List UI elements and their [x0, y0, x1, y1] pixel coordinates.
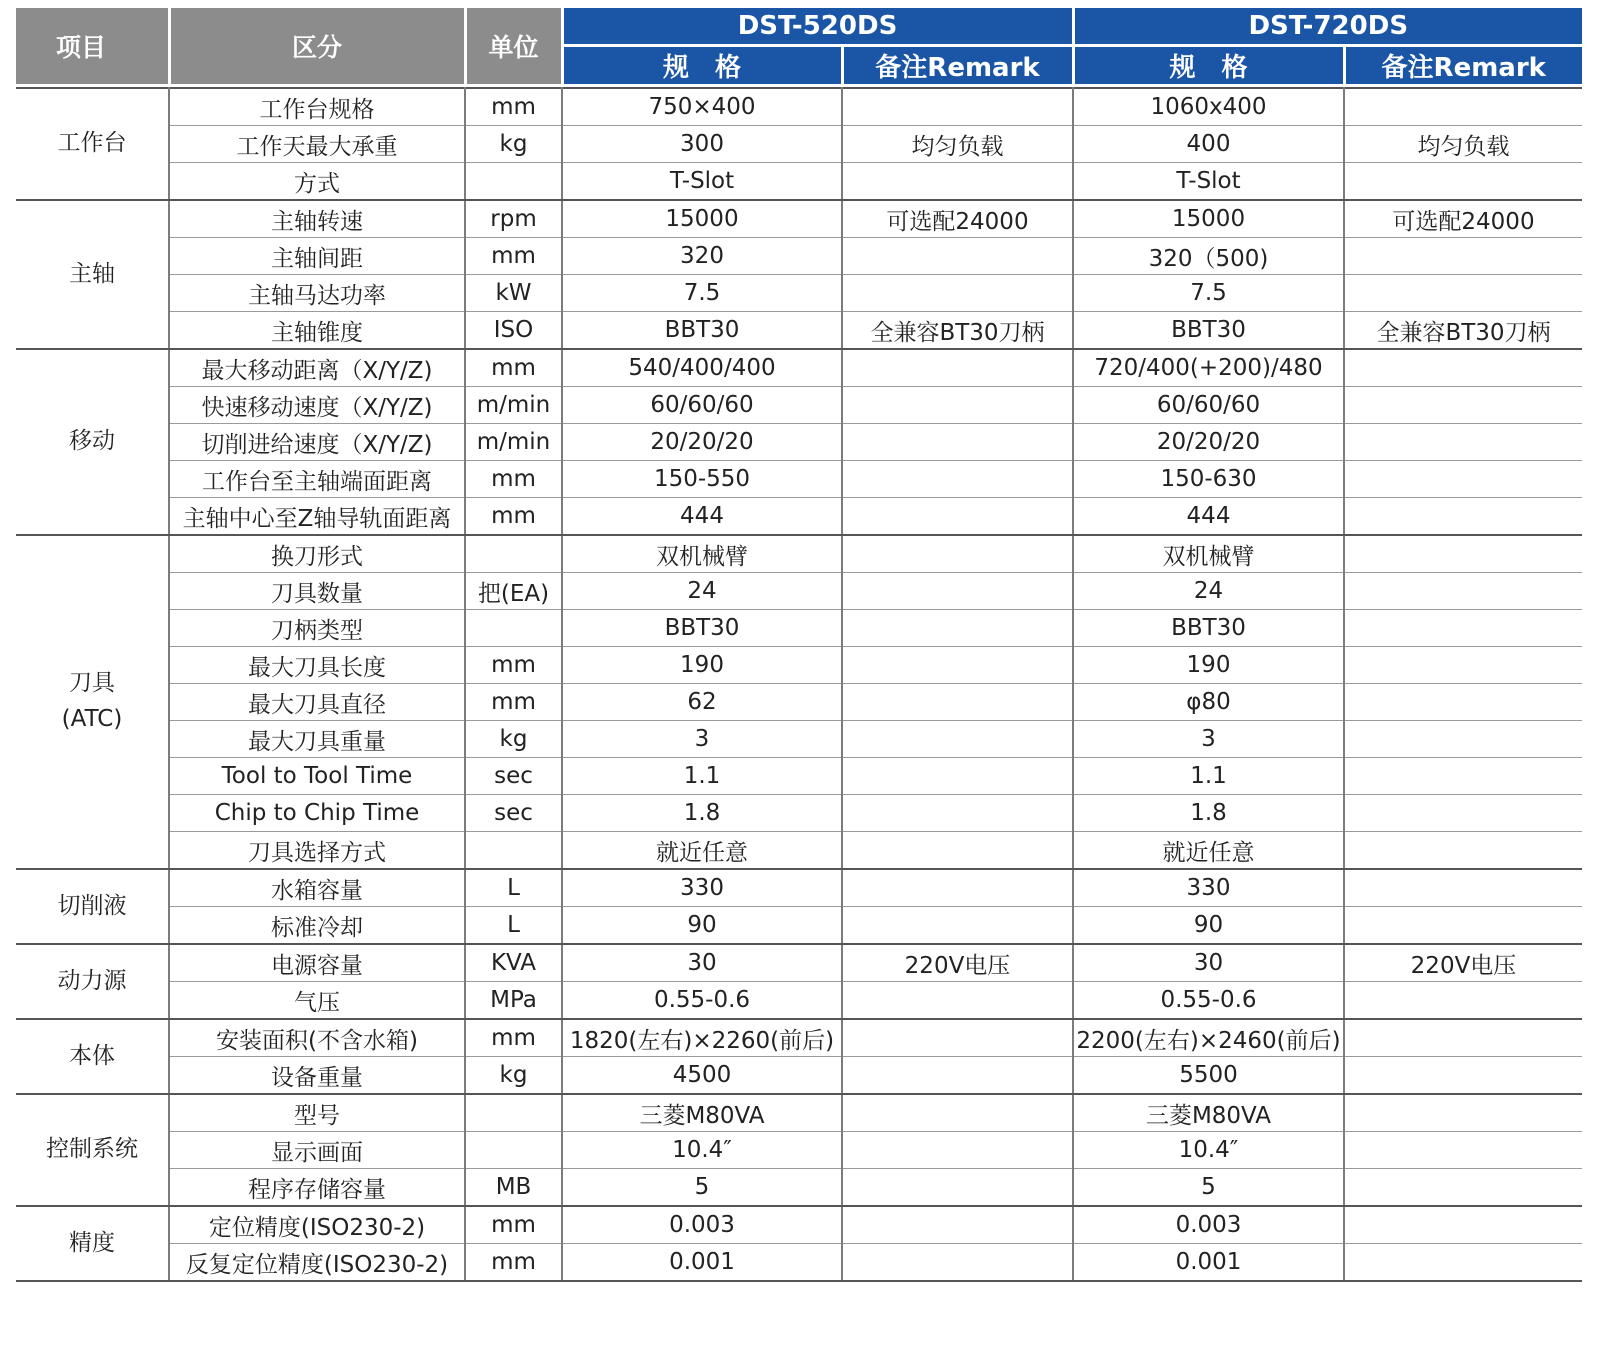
table-row — [16, 1206, 1582, 1244]
spec-value-520: 30 — [562, 944, 842, 982]
spec-value-520: 1.1 — [562, 758, 842, 795]
spec-unit: mm — [465, 684, 562, 721]
spec-value-720: 60/60/60 — [1073, 387, 1344, 424]
spec-item: 工作台规格 — [169, 88, 465, 126]
spec-unit: mm — [465, 461, 562, 498]
spec-value-520: 320 — [562, 238, 842, 275]
spec-item: 最大刀具直径 — [169, 684, 465, 721]
spec-unit — [465, 1132, 562, 1169]
spec-value-520: 5 — [562, 1169, 842, 1207]
table-row — [16, 126, 1582, 163]
spec-value-720: 444 — [1073, 498, 1344, 536]
spec-value-720: 90 — [1073, 907, 1344, 945]
spec-item: 刀具选择方式 — [169, 832, 465, 870]
remark-520 — [842, 573, 1073, 610]
spec-value-720: 双机械臂 — [1073, 535, 1344, 573]
spec-value-720: 三菱M80VA — [1073, 1094, 1344, 1132]
table-row — [16, 795, 1582, 832]
spec-item: 水箱容量 — [169, 869, 465, 907]
spec-value-520: 三菱M80VA — [562, 1094, 842, 1132]
spec-item: 气压 — [169, 982, 465, 1020]
spec-unit: sec — [465, 795, 562, 832]
spec-value-720: 1.8 — [1073, 795, 1344, 832]
remark-720 — [1344, 275, 1582, 312]
spec-unit — [465, 610, 562, 647]
remark-520 — [842, 647, 1073, 684]
remark-520 — [842, 610, 1073, 647]
group-label-text: 动力源 — [57, 967, 127, 994]
group-label — [16, 349, 169, 535]
spec-value-720: 0.001 — [1073, 1244, 1344, 1282]
spec-value-720: 就近任意 — [1073, 832, 1344, 870]
remark-520 — [842, 684, 1073, 721]
spec-unit: ISO — [465, 312, 562, 350]
header-remark-720: 备注Remark — [1344, 46, 1582, 85]
group-label — [16, 535, 169, 869]
remark-520: 220V电压 — [842, 944, 1073, 982]
spec-unit: rpm — [465, 200, 562, 238]
spec-value-520: 60/60/60 — [562, 387, 842, 424]
remark-720 — [1344, 163, 1582, 201]
remark-520 — [842, 1169, 1073, 1207]
spec-value-520: 双机械臂 — [562, 535, 842, 573]
spec-item: 反复定位精度(ISO230-2) — [169, 1244, 465, 1282]
header-spec-720: 规 格 — [1073, 46, 1344, 85]
table-row — [16, 88, 1582, 126]
spec-unit: MB — [465, 1169, 562, 1207]
spec-item: 定位精度(ISO230-2) — [169, 1206, 465, 1244]
spec-item: 标准冷却 — [169, 907, 465, 945]
spec-item: 主轴马达功率 — [169, 275, 465, 312]
group-label-text: 本体 — [69, 1042, 115, 1069]
spec-value-720: 5500 — [1073, 1057, 1344, 1095]
spec-value-720: 20/20/20 — [1073, 424, 1344, 461]
table-row — [16, 200, 1582, 238]
remark-720 — [1344, 610, 1582, 647]
header-model-520: DST-520DS — [562, 8, 1073, 46]
remark-520 — [842, 982, 1073, 1020]
spec-item: 刀具数量 — [169, 573, 465, 610]
spec-value-720: 2200(左右)×2460(前后) — [1073, 1019, 1344, 1057]
spec-value-720: 330 — [1073, 869, 1344, 907]
spec-value-520: 10.4″ — [562, 1132, 842, 1169]
table-row — [16, 238, 1582, 275]
table-row — [16, 1019, 1582, 1057]
spec-unit: KVA — [465, 944, 562, 982]
group-label-text: 刀具 — [69, 670, 115, 697]
spec-item: 换刀形式 — [169, 535, 465, 573]
spec-item: Tool to Tool Time — [169, 758, 465, 795]
remark-520 — [842, 387, 1073, 424]
header-unit: 单位 — [465, 8, 562, 84]
remark-520: 可选配24000 — [842, 200, 1073, 238]
spec-value-720: 15000 — [1073, 200, 1344, 238]
spec-value-720: 10.4″ — [1073, 1132, 1344, 1169]
spec-value-520: 330 — [562, 869, 842, 907]
spec-unit: mm — [465, 1244, 562, 1282]
table-row — [16, 573, 1582, 610]
remark-720 — [1344, 795, 1582, 832]
remark-520 — [842, 1094, 1073, 1132]
group-label — [16, 1019, 169, 1094]
spec-value-720: 720/400(+200)/480 — [1073, 349, 1344, 387]
spec-unit: m/min — [465, 424, 562, 461]
spec-item: 主轴间距 — [169, 238, 465, 275]
spec-item: 设备重量 — [169, 1057, 465, 1095]
table-row — [16, 944, 1582, 982]
remark-720 — [1344, 1057, 1582, 1095]
spec-unit — [465, 163, 562, 201]
remark-520 — [842, 461, 1073, 498]
remark-720 — [1344, 832, 1582, 870]
spec-unit: mm — [465, 88, 562, 126]
spec-value-520: 24 — [562, 573, 842, 610]
remark-720 — [1344, 907, 1582, 945]
remark-720 — [1344, 349, 1582, 387]
spec-item: 主轴中心至Z轴导轨面距离 — [169, 498, 465, 536]
group-label — [16, 88, 169, 200]
table-row — [16, 424, 1582, 461]
spec-item: 刀柄类型 — [169, 610, 465, 647]
spec-value-720: 0.003 — [1073, 1206, 1344, 1244]
spec-value-520: T-Slot — [562, 163, 842, 201]
remark-720: 全兼容BT30刀柄 — [1344, 312, 1582, 350]
spec-item: 方式 — [169, 163, 465, 201]
spec-value-720: 3 — [1073, 721, 1344, 758]
group-label-sub: (ATC) — [61, 706, 123, 732]
remark-720 — [1344, 647, 1582, 684]
table-row — [16, 832, 1582, 870]
spec-unit: mm — [465, 1019, 562, 1057]
spec-value-520: 7.5 — [562, 275, 842, 312]
remark-720 — [1344, 758, 1582, 795]
remark-720: 可选配24000 — [1344, 200, 1582, 238]
spec-item: 工作天最大承重 — [169, 126, 465, 163]
spec-value-720: 5 — [1073, 1169, 1344, 1207]
remark-520 — [842, 238, 1073, 275]
spec-value-720: 320（500) — [1073, 238, 1344, 275]
group-label-text: 切削液 — [57, 892, 127, 919]
spec-item: 型号 — [169, 1094, 465, 1132]
spec-value-520: 190 — [562, 647, 842, 684]
spec-unit: L — [465, 907, 562, 945]
spec-unit — [465, 832, 562, 870]
spec-value-520: 750×400 — [562, 88, 842, 126]
spec-unit: mm — [465, 647, 562, 684]
remark-720 — [1344, 88, 1582, 126]
table-row — [16, 758, 1582, 795]
spec-unit: 把(EA) — [465, 573, 562, 610]
remark-720 — [1344, 684, 1582, 721]
table-row — [16, 610, 1582, 647]
remark-720: 220V电压 — [1344, 944, 1582, 982]
table-row — [16, 1169, 1582, 1207]
table-row — [16, 535, 1582, 573]
remark-520 — [842, 535, 1073, 573]
remark-720 — [1344, 535, 1582, 573]
remark-520 — [842, 1019, 1073, 1057]
remark-720 — [1344, 387, 1582, 424]
table-row — [16, 163, 1582, 201]
group-label-text: 工作台 — [57, 130, 127, 157]
spec-item: 切削进给速度（X/Y/Z) — [169, 424, 465, 461]
table-row — [16, 461, 1582, 498]
remark-720 — [1344, 1094, 1582, 1132]
spec-value-520: 0.55-0.6 — [562, 982, 842, 1020]
remark-720 — [1344, 573, 1582, 610]
group-label — [16, 944, 169, 1019]
remark-720 — [1344, 461, 1582, 498]
spec-item: 电源容量 — [169, 944, 465, 982]
table-row — [16, 387, 1582, 424]
group-label-text: 精度 — [69, 1229, 115, 1256]
remark-520 — [842, 349, 1073, 387]
spec-unit: kg — [465, 126, 562, 163]
spec-unit: m/min — [465, 387, 562, 424]
spec-value-520: 1.8 — [562, 795, 842, 832]
spec-item: Chip to Chip Time — [169, 795, 465, 832]
spec-value-520: 444 — [562, 498, 842, 536]
remark-520 — [842, 869, 1073, 907]
header-spec-520: 规 格 — [562, 46, 842, 85]
spec-value-720: 1.1 — [1073, 758, 1344, 795]
remark-720 — [1344, 1019, 1582, 1057]
remark-520 — [842, 88, 1073, 126]
spec-item: 显示画面 — [169, 1132, 465, 1169]
spec-item: 快速移动速度（X/Y/Z) — [169, 387, 465, 424]
remark-520 — [842, 1057, 1073, 1095]
spec-item: 主轴转速 — [169, 200, 465, 238]
remark-720 — [1344, 424, 1582, 461]
remark-520 — [842, 721, 1073, 758]
table-row — [16, 498, 1582, 536]
spec-value-720: BBT30 — [1073, 610, 1344, 647]
spec-unit: mm — [465, 1206, 562, 1244]
spec-item: 最大刀具长度 — [169, 647, 465, 684]
spec-item: 程序存储容量 — [169, 1169, 465, 1207]
spec-value-520: 0.001 — [562, 1244, 842, 1282]
group-label — [16, 869, 169, 944]
spec-value-720: 0.55-0.6 — [1073, 982, 1344, 1020]
remark-520: 全兼容BT30刀柄 — [842, 312, 1073, 350]
remark-520 — [842, 498, 1073, 536]
remark-520: 均匀负载 — [842, 126, 1073, 163]
remark-720 — [1344, 1132, 1582, 1169]
spec-value-720: 7.5 — [1073, 275, 1344, 312]
spec-item: 主轴锥度 — [169, 312, 465, 350]
remark-520 — [842, 758, 1073, 795]
remark-720 — [1344, 1244, 1582, 1282]
spec-value-720: 30 — [1073, 944, 1344, 982]
spec-item: 安装面积(不含水箱) — [169, 1019, 465, 1057]
spec-value-520: 90 — [562, 907, 842, 945]
spec-unit: MPa — [465, 982, 562, 1020]
table-row — [16, 907, 1582, 945]
spec-item: 工作台至主轴端面距离 — [169, 461, 465, 498]
spec-value-520: 20/20/20 — [562, 424, 842, 461]
group-label-text: 主轴 — [69, 260, 115, 287]
table-row — [16, 869, 1582, 907]
spec-unit: sec — [465, 758, 562, 795]
table-row — [16, 721, 1582, 758]
spec-value-720: 400 — [1073, 126, 1344, 163]
spec-item: 最大刀具重量 — [169, 721, 465, 758]
remark-720 — [1344, 1169, 1582, 1207]
spec-unit: mm — [465, 498, 562, 536]
table-row — [16, 982, 1582, 1020]
table-row — [16, 647, 1582, 684]
remark-720 — [1344, 721, 1582, 758]
table-row — [16, 349, 1582, 387]
spec-value-720: T-Slot — [1073, 163, 1344, 201]
spec-value-520: 就近任意 — [562, 832, 842, 870]
remark-520 — [842, 832, 1073, 870]
remark-520 — [842, 1244, 1073, 1282]
group-label-text: 移动 — [69, 428, 115, 455]
table-row — [16, 312, 1582, 350]
remark-520 — [842, 1132, 1073, 1169]
spec-unit — [465, 535, 562, 573]
remark-520 — [842, 795, 1073, 832]
spec-value-720: BBT30 — [1073, 312, 1344, 350]
remark-720 — [1344, 1206, 1582, 1244]
remark-720 — [1344, 869, 1582, 907]
spec-value-520: 4500 — [562, 1057, 842, 1095]
table-row — [16, 1094, 1582, 1132]
spec-value-520: 3 — [562, 721, 842, 758]
header-category: 区分 — [169, 8, 465, 84]
table-row — [16, 684, 1582, 721]
spec-value-520: BBT30 — [562, 610, 842, 647]
spec-unit: kg — [465, 1057, 562, 1095]
group-label — [16, 1094, 169, 1206]
spec-value-720: φ80 — [1073, 684, 1344, 721]
spec-item: 最大移动距离（X/Y/Z) — [169, 349, 465, 387]
table-row — [16, 1244, 1582, 1282]
spec-unit: kg — [465, 721, 562, 758]
remark-520 — [842, 275, 1073, 312]
spec-value-520: 1820(左右)×2260(前后) — [562, 1019, 842, 1057]
remark-520 — [842, 163, 1073, 201]
table-row — [16, 1057, 1582, 1095]
header-item: 项目 — [16, 8, 169, 84]
table-row — [16, 1132, 1582, 1169]
spec-unit: kW — [465, 275, 562, 312]
spec-unit: mm — [465, 349, 562, 387]
spec-value-520: 62 — [562, 684, 842, 721]
header-remark-520: 备注Remark — [842, 46, 1073, 85]
spec-value-520: BBT30 — [562, 312, 842, 350]
group-label-text: 控制系统 — [46, 1136, 138, 1163]
group-label — [16, 200, 169, 349]
table-body — [16, 88, 1582, 1281]
spec-value-520: 540/400/400 — [562, 349, 842, 387]
remark-720 — [1344, 498, 1582, 536]
spec-value-520: 15000 — [562, 200, 842, 238]
group-label — [16, 1206, 169, 1281]
remark-720 — [1344, 982, 1582, 1020]
spec-unit — [465, 1094, 562, 1132]
header-model-720: DST-720DS — [1073, 8, 1582, 46]
remark-720: 均匀负载 — [1344, 126, 1582, 163]
remark-520 — [842, 424, 1073, 461]
spec-table — [16, 8, 1582, 1282]
remark-520 — [842, 907, 1073, 945]
spec-value-720: 1060x400 — [1073, 88, 1344, 126]
spec-value-520: 150-550 — [562, 461, 842, 498]
table-row — [16, 275, 1582, 312]
spec-unit: mm — [465, 238, 562, 275]
spec-value-720: 190 — [1073, 647, 1344, 684]
spec-value-520: 0.003 — [562, 1206, 842, 1244]
remark-720 — [1344, 238, 1582, 275]
table-header — [16, 8, 1582, 88]
spec-value-720: 150-630 — [1073, 461, 1344, 498]
spec-value-720: 24 — [1073, 573, 1344, 610]
spec-unit: L — [465, 869, 562, 907]
spec-value-520: 300 — [562, 126, 842, 163]
remark-520 — [842, 1206, 1073, 1244]
